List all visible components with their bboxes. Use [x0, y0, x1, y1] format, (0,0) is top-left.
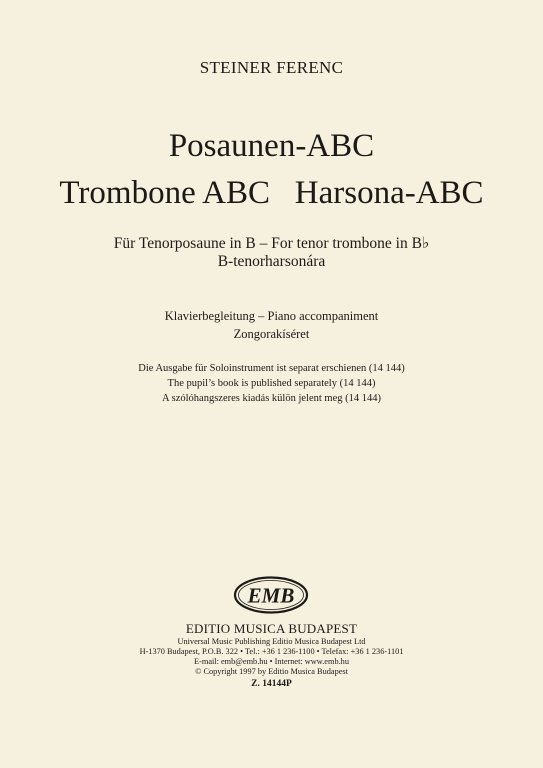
accompaniment-line-1: Klavierbegleitung – Piano accompaniment	[164, 309, 379, 323]
catalog-number: Z. 14144P	[251, 679, 292, 689]
subtitle-line-2: B-tenorharsonára	[217, 253, 326, 270]
title-line-1: Posaunen-ABC	[168, 128, 375, 164]
address-line-1: Universal Music Publishing Editio Musica Budapest Ltd	[177, 637, 366, 646]
title-line-2-text: Trombone ABC Harsona-ABC	[59, 175, 484, 211]
edition-note-hu: A szólóhangszeres kiadás külön jelent meg (14 144)	[162, 393, 381, 404]
publisher-name: EDITIO MUSICA BUDAPEST	[185, 621, 358, 636]
address-line-2: H-1370 Budapest, P.O.B. 322 • Tel.: +36 1 236-1100 • Telefax: +36 1 236-1101	[139, 647, 404, 656]
edition-note-de: Die Ausgabe für Soloinstrument ist separat erschienen (14 144)	[138, 363, 405, 374]
accompaniment-line-2: Zongorakíséret	[233, 327, 310, 341]
subtitle-line-1: Für Tenorposaune in B – For tenor trombone in B♭	[113, 235, 430, 252]
edition-note-en: The pupil’s book is published separately (14 144)	[167, 378, 376, 389]
emb-logo	[232, 575, 310, 615]
composer-name: STEINER FERENC	[199, 58, 344, 77]
address-line-3: E-mail: emb@emb.hu • Internet: www.emb.hu	[194, 657, 349, 666]
logo-text: EMB	[247, 583, 295, 608]
title-line-2	[0, 174, 543, 212]
copyright-line: © Copyright 1997 by Editio Musica Budapest	[195, 667, 348, 676]
